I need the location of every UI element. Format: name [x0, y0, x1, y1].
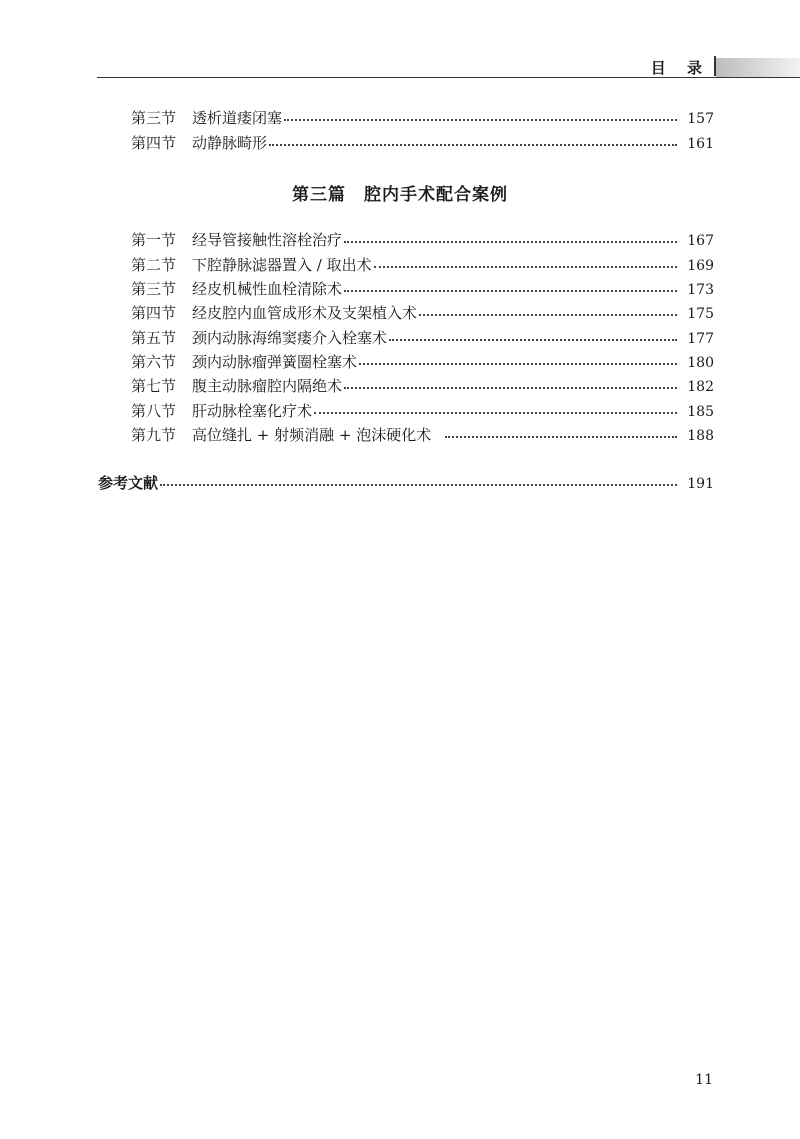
toc-entry[interactable]	[0, 107, 800, 129]
entry-line	[192, 254, 714, 275]
dot-leader	[269, 144, 677, 146]
page-ref: 175	[687, 306, 714, 322]
references-title: 参考文献	[98, 474, 159, 492]
dot-leader	[389, 339, 677, 341]
dot-leader	[344, 387, 677, 389]
dot-leader	[284, 119, 677, 121]
section-title: 颈内动脉瘤弹簧圈栓塞术	[192, 353, 358, 371]
toc-entry[interactable]	[0, 229, 800, 251]
section-title: 颈内动脉海绵窦瘘介入栓塞术	[192, 329, 388, 347]
dot-leader	[344, 290, 677, 292]
page-ref: 167	[687, 233, 714, 249]
section-number: 第九节	[131, 426, 177, 444]
page-ref: 188	[687, 428, 714, 444]
page-ref: 157	[687, 111, 714, 127]
toc-entry-references[interactable]	[0, 472, 800, 494]
page-ref: 177	[687, 331, 714, 347]
section-number: 第四节	[131, 134, 177, 152]
header-title: 目 录	[650, 59, 710, 77]
running-header	[0, 0, 800, 80]
section-number: 第六节	[131, 353, 177, 371]
entry-line	[98, 472, 714, 493]
section-number: 第三节	[131, 109, 177, 127]
section-title: 透析道瘘闭塞	[192, 109, 283, 127]
section-title: 动静脉畸形	[192, 134, 268, 152]
toc-entry[interactable]	[0, 254, 800, 276]
dot-leader	[374, 266, 678, 268]
section-title: 腹主动脉瘤腔内隔绝术	[192, 377, 343, 395]
section-number: 第一节	[131, 231, 177, 249]
section-title: 经导管接触性溶栓治疗	[192, 231, 343, 249]
entry-line	[192, 132, 714, 153]
header-rule	[97, 77, 800, 78]
dot-leader	[445, 436, 677, 438]
toc-entry[interactable]	[0, 327, 800, 349]
page-ref: 180	[687, 355, 714, 371]
section-title: 经皮机械性血栓清除术	[192, 280, 343, 298]
dot-leader	[160, 484, 677, 486]
dot-leader	[314, 412, 677, 414]
dot-leader	[419, 314, 677, 316]
toc-entry[interactable]	[0, 132, 800, 154]
page-ref: 182	[687, 379, 714, 395]
page-ref: 169	[687, 258, 714, 274]
toc-entry[interactable]	[0, 302, 800, 324]
entry-line	[192, 278, 714, 299]
section-number: 第五节	[131, 329, 177, 347]
dot-leader	[344, 241, 677, 243]
page-ref: 191	[687, 476, 714, 492]
dot-leader	[359, 363, 677, 365]
page-ref: 161	[687, 136, 714, 152]
section-number: 第七节	[131, 377, 177, 395]
section-number: 第八节	[131, 402, 177, 420]
entry-line	[192, 229, 714, 250]
section-number: 第三节	[131, 280, 177, 298]
page-ref: 185	[687, 404, 714, 420]
section-title: 肝动脉栓塞化疗术	[192, 402, 313, 420]
header-tick-mark	[714, 56, 716, 76]
section-number: 第二节	[131, 256, 177, 274]
toc-entry[interactable]	[0, 400, 800, 422]
entry-line	[192, 400, 714, 421]
section-title: 下腔静脉滤器置入 / 取出术	[192, 256, 372, 274]
page-number: 11	[695, 1072, 713, 1088]
section-number: 第四节	[131, 304, 177, 322]
entry-line	[192, 302, 714, 323]
entry-line	[192, 424, 714, 445]
toc-entry[interactable]	[0, 351, 800, 373]
section-title: 经皮腔内血管成形术及支架植入术	[192, 304, 418, 322]
part-heading: 第三篇 腔内手术配合案例	[292, 185, 508, 205]
page-ref: 173	[687, 282, 714, 298]
toc-entry[interactable]	[0, 375, 800, 397]
section-title: 高位缝扎 + 射频消融 + 泡沫硬化术	[192, 426, 432, 444]
entry-line	[192, 327, 714, 348]
toc-entry[interactable]	[0, 278, 800, 300]
header-gradient-band	[716, 58, 800, 78]
entry-line	[192, 375, 714, 396]
entry-line	[192, 351, 714, 372]
entry-line	[192, 107, 714, 128]
toc-entry[interactable]	[0, 424, 800, 446]
